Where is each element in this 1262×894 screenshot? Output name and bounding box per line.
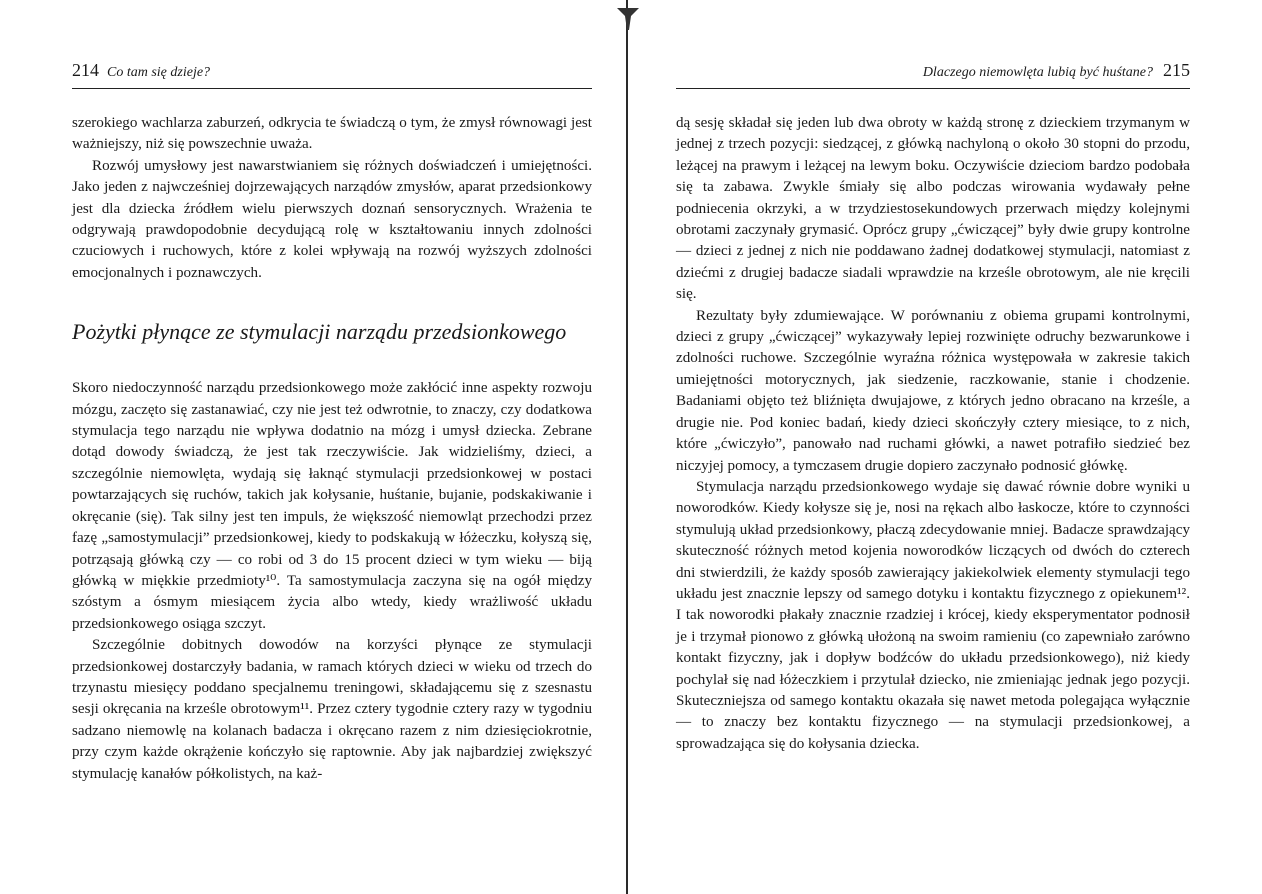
- right-page: [676, 60, 1190, 755]
- binding-mark-icon: [613, 6, 643, 30]
- right-running-title: Dlaczego niemowlęta lubią być huśtane?: [922, 65, 1153, 80]
- left-running-head: [72, 60, 592, 89]
- left-running-title: Co tam się dzieje?: [107, 65, 211, 80]
- paragraph: Szczególnie dobitnych dowodów na korzyści płynące ze stymulacji przedsionkowej dostarczyły badania, w ramach których dzieci w wieku od trzech do trzynastu miesięcy poddano specjalnemu treningowi, składającemu się z szesnastu sesji okręcania na krześle obrotowym¹¹. Przez cztery tygodnie cztery razy w tygodniu sadzano niemowlę na kolanach badacza i okręcano razem z nim dziesięciokrotnie, przy czym każde okrążenie kończyło się raptownie. Aby jak najbardziej zwiększyć stymulację kanałów półkolistych, na każ-: [72, 637, 592, 782]
- section-heading: Pożytki płynące ze stymulacji narządu przedsionkowego: [72, 319, 567, 345]
- right-running-head: [676, 60, 1190, 89]
- paragraph: szerokiego wachlarza zaburzeń, odkrycia te świadczą o tym, że zmysł równowagi jest ważniejszy, niż się powszechnie uważa.: [72, 115, 592, 153]
- paragraph: dą sesję składał się jeden lub dwa obroty w każdą stronę z dzieckiem trzymanym w jednej z trzech pozycji: siedzącej, z główką nachyloną o około 30 stopni do przodu, leżącej na prawym i leżącej na lewym boku. Oczywiście dzieciom bardzo podobała się ta zabawa. Zwykle śmiały się albo podczas wirowania wydawały pełne podniecenia okrzyki, a w trzydziestosekundowych przerwach między kolejnymi obrotami zaczynały grymasić. Oprócz grupy „ćwiczącej” były dwie grupy kontrolne — dzieci z jednej z nich nie poddawano żadnej dodatkowej stymulacji, natomiast z dziećmi z drugiej badacze siadali wprawdzie na krześle obrotowym, ale nie kręcili się.: [676, 115, 1190, 303]
- paragraph: Stymulacja narządu przedsionkowego wydaje się dawać równie dobre wyniki u noworodków. Kiedy kołysze się je, nosi na rękach albo łaskocze, które to czynności stymulują układ przedsionkowy, płaczą zdecydowanie mniej. Badacze sprawdzający skuteczność różnych metod kojenia noworodków liczących od dwóch do czterech dni stwierdzili, że każdy sposób zawierający jakiekolwiek elementy stymulacji tego układu jest znacznie lepszy od samego dotyku i kontaktu fizycznego z opiekunem¹². I tak noworodki płakały znacznie rzadziej i krócej, kiedy eksperymentator podnosił je i trzymał pionowo z główką ułożoną na swoim ramieniu (co zapewniało zarówno kontakt fizyczny, jak i dopływ bodźców do układu przedsionkowego), niż kiedy pochylał się nad łóżeczkiem i przytulał dziecko, nie zmieniając jednak jego pozycji. Skuteczniejsza od samego kontaktu okazała się nawet metoda polegająca wyłącznie — to znaczy bez kontaktu fizycznego — na stymulacji przedsionkowej, a sprowadzająca się do kołysania dziecka.: [676, 478, 1190, 752]
- paragraph: Rozwój umysłowy jest nawarstwianiem się różnych doświadczeń i umiejętności. Jako jeden z najwcześniej dojrzewających narządów zmysłów, aparat przedsionkowy jest dla dziecka źródłem wielu pierwszych doznań sensorycznych. Wrażenia te odgrywają prawdopodobnie decydującą rolę w kształtowaniu innych zdolności czuciowych i ruchowych, które z kolei wpływają na rozwój wyższych zdolności emocjonalnych i poznawczych.: [72, 157, 592, 281]
- right-page-number: 215: [1163, 60, 1190, 80]
- paragraph: Rezultaty były zdumiewające. W porównaniu z obiema grupami kontrolnymi, dzieci z grupy „ćwiczącej” wykazywały lepiej rozwinięte odruchy bezwarunkowe i zdolności ruchowe. Szczególnie wyraźna różnica występowała w zakresie takich umiejętności motorycznych, jak siedzenie, raczkowanie, stanie i chodzenie. Badaniami objęto też bliźnięta dwujajowe, z których jedno obracano na krześle, a drugie nie. Pod koniec badań, kiedy dzieci skończyły cztery miesiące, to z nich, które „ćwiczyło”, panowało nad ruchami główki, a nawet potrafiło siedzieć bez niczyjej pomocy, a tymczasem drugie dopiero zaczynało podnosić główkę.: [676, 307, 1190, 474]
- book-spine: [626, 0, 628, 894]
- left-page: [72, 60, 592, 785]
- paragraph: Skoro niedoczynność narządu przedsionkowego może zakłócić inne aspekty rozwoju mózgu, zaczęto się zastanawiać, czy nie jest też odwrotnie, to znaczy, czy dodatkowa stymulacja tego narządu nie wpływa dodatnio na mózg i umysł dziecka. Zebrane dotąd dowody świadczą, że jest tak rzeczywiście. Jak widzieliśmy, dzieci, a szczególnie niemowlęta, wydają się łaknąć stymulacji przedsionkowej w postaci powtarzających się ruchów, takich jak kołysanie, huśtanie, bujanie, podskakiwanie i okręcanie (się). Tak silny jest ten impuls, że większość niemowląt przechodzi przez fazę „samostymulacji” przedsionkowej, kiedy to podskakują w łóżeczku, kołyszą się, potrząsają główką czy — co robi od 3 do 15 procent dzieci w tym wieku — biją główką w miękkie przedmioty¹⁰. Ta samostymulacja zaczyna się na ogół między szóstym a ósmym miesiącem życia albo wtedy, kiedy wrażliwość układu przedsionkowego osiąga szczyt.: [72, 380, 592, 632]
- left-page-number: 214: [72, 60, 99, 80]
